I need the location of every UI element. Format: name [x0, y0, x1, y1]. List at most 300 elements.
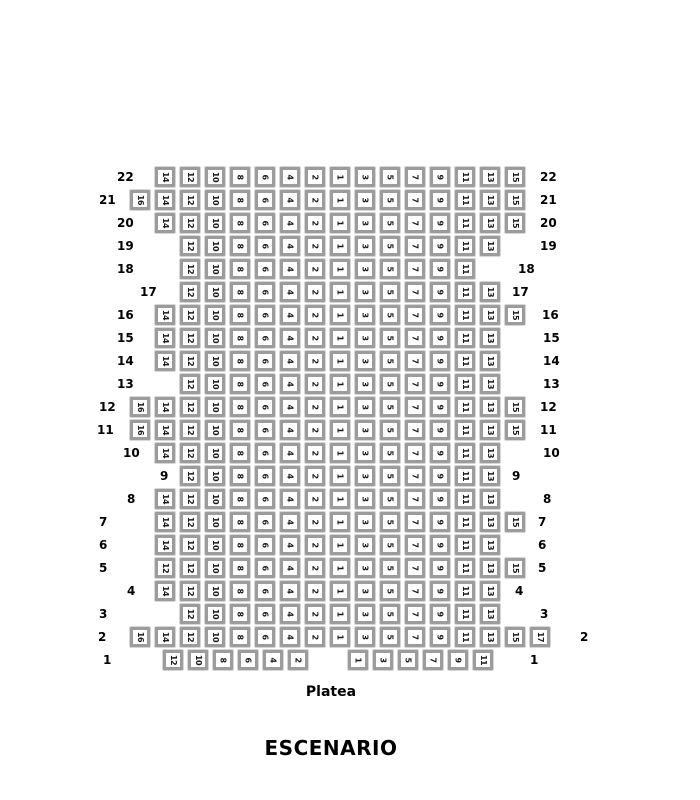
seat-row8-7[interactable]: [405, 489, 425, 509]
seat-row21-2[interactable]: [305, 190, 325, 210]
seat-row20-3[interactable]: [355, 213, 375, 233]
seat-row2-13[interactable]: [480, 627, 500, 647]
seat-row2-15[interactable]: [505, 627, 525, 647]
seat-row20-1[interactable]: [330, 213, 350, 233]
seat-row20-4[interactable]: [280, 213, 300, 233]
seat-row10-8[interactable]: [230, 443, 250, 463]
seat-row2-11[interactable]: [455, 627, 475, 647]
seat-row18-7[interactable]: [405, 259, 425, 279]
seat-row10-9[interactable]: [430, 443, 450, 463]
seat-row1-12[interactable]: [163, 650, 183, 670]
seat-row18-9[interactable]: [430, 259, 450, 279]
seat-row12-5[interactable]: [380, 397, 400, 417]
seat-row20-11[interactable]: [455, 213, 475, 233]
seat-row3-13[interactable]: [480, 604, 500, 624]
seat-row2-2[interactable]: [305, 627, 325, 647]
seat-row18-4[interactable]: [280, 259, 300, 279]
seat-row5-4[interactable]: [280, 558, 300, 578]
seat-row21-14[interactable]: [155, 190, 175, 210]
seat-row13-4[interactable]: [280, 374, 300, 394]
seat-row11-1[interactable]: [330, 420, 350, 440]
seat-row11-3[interactable]: [355, 420, 375, 440]
seat-row12-16[interactable]: [130, 397, 150, 417]
seat-row19-11[interactable]: [455, 236, 475, 256]
seat-row4-6[interactable]: [255, 581, 275, 601]
seat-row15-12[interactable]: [180, 328, 200, 348]
seat-row22-11[interactable]: [455, 167, 475, 187]
seat-row9-2[interactable]: [305, 466, 325, 486]
seat-row10-6[interactable]: [255, 443, 275, 463]
seat-row11-9[interactable]: [430, 420, 450, 440]
seat-row12-1[interactable]: [330, 397, 350, 417]
seat-row5-13[interactable]: [480, 558, 500, 578]
seat-row4-1[interactable]: [330, 581, 350, 601]
seat-row4-10[interactable]: [205, 581, 225, 601]
seat-row1-4[interactable]: [263, 650, 283, 670]
seat-row15-10[interactable]: [205, 328, 225, 348]
seat-row21-12[interactable]: [180, 190, 200, 210]
seat-row13-13[interactable]: [480, 374, 500, 394]
seat-row2-14[interactable]: [155, 627, 175, 647]
seat-row14-5[interactable]: [380, 351, 400, 371]
seat-row16-11[interactable]: [455, 305, 475, 325]
seat-row20-2[interactable]: [305, 213, 325, 233]
seat-row3-8[interactable]: [230, 604, 250, 624]
seat-row3-2[interactable]: [305, 604, 325, 624]
seat-row2-9[interactable]: [430, 627, 450, 647]
seat-row21-8[interactable]: [230, 190, 250, 210]
seat-row10-5[interactable]: [380, 443, 400, 463]
seat-row6-8[interactable]: [230, 535, 250, 555]
seat-row6-9[interactable]: [430, 535, 450, 555]
seat-row1-10[interactable]: [188, 650, 208, 670]
seat-row9-7[interactable]: [405, 466, 425, 486]
seat-row18-8[interactable]: [230, 259, 250, 279]
seat-row21-9[interactable]: [430, 190, 450, 210]
seat-row3-6[interactable]: [255, 604, 275, 624]
seat-row4-5[interactable]: [380, 581, 400, 601]
seat-row14-9[interactable]: [430, 351, 450, 371]
seat-row16-5[interactable]: [380, 305, 400, 325]
seat-row5-9[interactable]: [430, 558, 450, 578]
seat-row6-11[interactable]: [455, 535, 475, 555]
seat-row2-4[interactable]: [280, 627, 300, 647]
seat-row9-4[interactable]: [280, 466, 300, 486]
seat-row8-13[interactable]: [480, 489, 500, 509]
seat-row18-10[interactable]: [205, 259, 225, 279]
seat-row7-12[interactable]: [180, 512, 200, 532]
seat-row10-14[interactable]: [155, 443, 175, 463]
seat-row13-10[interactable]: [205, 374, 225, 394]
seat-row16-3[interactable]: [355, 305, 375, 325]
seat-row7-8[interactable]: [230, 512, 250, 532]
seat-row8-14[interactable]: [155, 489, 175, 509]
seat-row20-7[interactable]: [405, 213, 425, 233]
seat-row21-15[interactable]: [505, 190, 525, 210]
seat-row14-7[interactable]: [405, 351, 425, 371]
seat-row3-4[interactable]: [280, 604, 300, 624]
seat-row1-2[interactable]: [288, 650, 308, 670]
seat-row8-8[interactable]: [230, 489, 250, 509]
seat-row11-13[interactable]: [480, 420, 500, 440]
seat-row9-1[interactable]: [330, 466, 350, 486]
seat-row9-10[interactable]: [205, 466, 225, 486]
seat-row19-13[interactable]: [480, 236, 500, 256]
seat-row7-9[interactable]: [430, 512, 450, 532]
seat-row21-13[interactable]: [480, 190, 500, 210]
seat-row4-2[interactable]: [305, 581, 325, 601]
seat-row7-1[interactable]: [330, 512, 350, 532]
seat-row3-9[interactable]: [430, 604, 450, 624]
seat-row20-8[interactable]: [230, 213, 250, 233]
seat-row4-14[interactable]: [155, 581, 175, 601]
seat-row19-7[interactable]: [405, 236, 425, 256]
seat-row5-5[interactable]: [380, 558, 400, 578]
seat-row19-1[interactable]: [330, 236, 350, 256]
seat-row7-14[interactable]: [155, 512, 175, 532]
seat-row6-6[interactable]: [255, 535, 275, 555]
seat-row5-11[interactable]: [455, 558, 475, 578]
seat-row3-10[interactable]: [205, 604, 225, 624]
seat-row12-7[interactable]: [405, 397, 425, 417]
seat-row7-3[interactable]: [355, 512, 375, 532]
seat-row20-6[interactable]: [255, 213, 275, 233]
seat-row16-6[interactable]: [255, 305, 275, 325]
seat-row21-11[interactable]: [455, 190, 475, 210]
seat-row19-2[interactable]: [305, 236, 325, 256]
seat-row5-15[interactable]: [505, 558, 525, 578]
seat-row10-4[interactable]: [280, 443, 300, 463]
seat-row10-1[interactable]: [330, 443, 350, 463]
seat-row18-5[interactable]: [380, 259, 400, 279]
seat-row15-9[interactable]: [430, 328, 450, 348]
seat-row19-9[interactable]: [430, 236, 450, 256]
seat-row12-6[interactable]: [255, 397, 275, 417]
seat-row6-14[interactable]: [155, 535, 175, 555]
seat-row21-5[interactable]: [380, 190, 400, 210]
seat-row8-11[interactable]: [455, 489, 475, 509]
seat-row2-17[interactable]: [530, 627, 550, 647]
seat-row12-15[interactable]: [505, 397, 525, 417]
seat-row2-12[interactable]: [180, 627, 200, 647]
seat-row17-4[interactable]: [280, 282, 300, 302]
seat-row4-13[interactable]: [480, 581, 500, 601]
seat-row11-8[interactable]: [230, 420, 250, 440]
seat-row18-6[interactable]: [255, 259, 275, 279]
seat-row8-6[interactable]: [255, 489, 275, 509]
seat-row5-12[interactable]: [155, 558, 175, 578]
seat-row18-12[interactable]: [180, 259, 200, 279]
seat-row19-3[interactable]: [355, 236, 375, 256]
seat-row20-15[interactable]: [505, 213, 525, 233]
seat-row10-12[interactable]: [180, 443, 200, 463]
seat-row17-8[interactable]: [230, 282, 250, 302]
seat-row15-1[interactable]: [330, 328, 350, 348]
seat-row14-4[interactable]: [280, 351, 300, 371]
seat-row16-9[interactable]: [430, 305, 450, 325]
seat-row16-13[interactable]: [480, 305, 500, 325]
seat-row15-4[interactable]: [280, 328, 300, 348]
seat-row21-16[interactable]: [130, 190, 150, 210]
seat-row16-10[interactable]: [205, 305, 225, 325]
seat-row11-11[interactable]: [455, 420, 475, 440]
seat-row17-12[interactable]: [180, 282, 200, 302]
seat-row8-12[interactable]: [180, 489, 200, 509]
seat-row11-14[interactable]: [155, 420, 175, 440]
seat-row5-8[interactable]: [230, 558, 250, 578]
seat-row16-7[interactable]: [405, 305, 425, 325]
seat-row7-13[interactable]: [480, 512, 500, 532]
seat-row16-15[interactable]: [505, 305, 525, 325]
seat-row11-4[interactable]: [280, 420, 300, 440]
seat-row10-13[interactable]: [480, 443, 500, 463]
seat-row14-2[interactable]: [305, 351, 325, 371]
seat-row8-2[interactable]: [305, 489, 325, 509]
seat-row12-13[interactable]: [480, 397, 500, 417]
seat-row20-14[interactable]: [155, 213, 175, 233]
seat-row15-2[interactable]: [305, 328, 325, 348]
seat-row7-10[interactable]: [205, 512, 225, 532]
seat-row2-6[interactable]: [255, 627, 275, 647]
seat-row21-6[interactable]: [255, 190, 275, 210]
seat-row9-8[interactable]: [230, 466, 250, 486]
seat-row22-15[interactable]: [505, 167, 525, 187]
seat-row7-6[interactable]: [255, 512, 275, 532]
seat-row14-14[interactable]: [155, 351, 175, 371]
seat-row22-3[interactable]: [355, 167, 375, 187]
seat-row15-6[interactable]: [255, 328, 275, 348]
seat-row17-9[interactable]: [430, 282, 450, 302]
seat-row18-3[interactable]: [355, 259, 375, 279]
seat-row12-10[interactable]: [205, 397, 225, 417]
seat-row2-10[interactable]: [205, 627, 225, 647]
seat-row7-7[interactable]: [405, 512, 425, 532]
seat-row16-14[interactable]: [155, 305, 175, 325]
seat-row19-5[interactable]: [380, 236, 400, 256]
seat-row3-7[interactable]: [405, 604, 425, 624]
seat-row22-6[interactable]: [255, 167, 275, 187]
seat-row6-12[interactable]: [180, 535, 200, 555]
seat-row13-5[interactable]: [380, 374, 400, 394]
seat-row13-11[interactable]: [455, 374, 475, 394]
seat-row9-12[interactable]: [180, 466, 200, 486]
seat-row17-11[interactable]: [455, 282, 475, 302]
seat-row22-2[interactable]: [305, 167, 325, 187]
seat-row1-7[interactable]: [423, 650, 443, 670]
seat-row13-9[interactable]: [430, 374, 450, 394]
seat-row7-5[interactable]: [380, 512, 400, 532]
seat-row17-2[interactable]: [305, 282, 325, 302]
seat-row4-4[interactable]: [280, 581, 300, 601]
seat-row6-7[interactable]: [405, 535, 425, 555]
seat-row12-11[interactable]: [455, 397, 475, 417]
seat-row13-3[interactable]: [355, 374, 375, 394]
seat-row14-1[interactable]: [330, 351, 350, 371]
seat-row21-4[interactable]: [280, 190, 300, 210]
seat-row13-1[interactable]: [330, 374, 350, 394]
seat-row5-6[interactable]: [255, 558, 275, 578]
seat-row1-8[interactable]: [213, 650, 233, 670]
seat-row11-12[interactable]: [180, 420, 200, 440]
seat-row9-9[interactable]: [430, 466, 450, 486]
seat-row17-13[interactable]: [480, 282, 500, 302]
seat-row22-7[interactable]: [405, 167, 425, 187]
seat-row9-3[interactable]: [355, 466, 375, 486]
seat-row18-2[interactable]: [305, 259, 325, 279]
seat-row11-7[interactable]: [405, 420, 425, 440]
seat-row14-3[interactable]: [355, 351, 375, 371]
seat-row12-9[interactable]: [430, 397, 450, 417]
seat-row15-8[interactable]: [230, 328, 250, 348]
seat-row17-3[interactable]: [355, 282, 375, 302]
seat-row11-5[interactable]: [380, 420, 400, 440]
seat-row21-1[interactable]: [330, 190, 350, 210]
seat-row20-9[interactable]: [430, 213, 450, 233]
seat-row4-9[interactable]: [430, 581, 450, 601]
seat-row16-1[interactable]: [330, 305, 350, 325]
seat-row17-10[interactable]: [205, 282, 225, 302]
seat-row5-12[interactable]: [180, 558, 200, 578]
seat-row8-5[interactable]: [380, 489, 400, 509]
seat-row22-8[interactable]: [230, 167, 250, 187]
seat-row8-4[interactable]: [280, 489, 300, 509]
seat-row18-11[interactable]: [455, 259, 475, 279]
seat-row2-8[interactable]: [230, 627, 250, 647]
seat-row1-5[interactable]: [398, 650, 418, 670]
seat-row7-15[interactable]: [505, 512, 525, 532]
seat-row11-15[interactable]: [505, 420, 525, 440]
seat-row10-2[interactable]: [305, 443, 325, 463]
seat-row10-11[interactable]: [455, 443, 475, 463]
seat-row4-11[interactable]: [455, 581, 475, 601]
seat-row3-3[interactable]: [355, 604, 375, 624]
seat-row8-10[interactable]: [205, 489, 225, 509]
seat-row20-13[interactable]: [480, 213, 500, 233]
seat-row16-12[interactable]: [180, 305, 200, 325]
seat-row14-10[interactable]: [205, 351, 225, 371]
seat-row1-11[interactable]: [473, 650, 493, 670]
seat-row10-10[interactable]: [205, 443, 225, 463]
seat-row5-2[interactable]: [305, 558, 325, 578]
seat-row19-12[interactable]: [180, 236, 200, 256]
seat-row19-6[interactable]: [255, 236, 275, 256]
seat-row11-6[interactable]: [255, 420, 275, 440]
seat-row11-16[interactable]: [130, 420, 150, 440]
seat-row11-10[interactable]: [205, 420, 225, 440]
seat-row3-12[interactable]: [180, 604, 200, 624]
seat-row6-13[interactable]: [480, 535, 500, 555]
seat-row1-9[interactable]: [448, 650, 468, 670]
seat-row15-14[interactable]: [155, 328, 175, 348]
seat-row9-5[interactable]: [380, 466, 400, 486]
seat-row22-5[interactable]: [380, 167, 400, 187]
seat-row22-4[interactable]: [280, 167, 300, 187]
seat-row16-4[interactable]: [280, 305, 300, 325]
seat-row12-2[interactable]: [305, 397, 325, 417]
seat-row19-8[interactable]: [230, 236, 250, 256]
seat-row8-1[interactable]: [330, 489, 350, 509]
seat-row8-9[interactable]: [430, 489, 450, 509]
seat-row16-8[interactable]: [230, 305, 250, 325]
seat-row9-13[interactable]: [480, 466, 500, 486]
seat-row7-2[interactable]: [305, 512, 325, 532]
seat-row14-6[interactable]: [255, 351, 275, 371]
seat-row4-7[interactable]: [405, 581, 425, 601]
seat-row17-5[interactable]: [380, 282, 400, 302]
seat-row6-10[interactable]: [205, 535, 225, 555]
seat-row9-11[interactable]: [455, 466, 475, 486]
seat-row13-2[interactable]: [305, 374, 325, 394]
seat-row4-12[interactable]: [180, 581, 200, 601]
seat-row12-3[interactable]: [355, 397, 375, 417]
seat-row18-1[interactable]: [330, 259, 350, 279]
seat-row12-12[interactable]: [180, 397, 200, 417]
seat-row12-14[interactable]: [155, 397, 175, 417]
seat-row20-5[interactable]: [380, 213, 400, 233]
seat-row9-6[interactable]: [255, 466, 275, 486]
seat-row6-5[interactable]: [380, 535, 400, 555]
seat-row1-6[interactable]: [238, 650, 258, 670]
seat-row20-10[interactable]: [205, 213, 225, 233]
seat-row21-10[interactable]: [205, 190, 225, 210]
seat-row13-7[interactable]: [405, 374, 425, 394]
seat-row13-8[interactable]: [230, 374, 250, 394]
seat-row22-13[interactable]: [480, 167, 500, 187]
seat-row2-7[interactable]: [405, 627, 425, 647]
seat-row1-3[interactable]: [373, 650, 393, 670]
seat-row4-8[interactable]: [230, 581, 250, 601]
seat-row22-10[interactable]: [205, 167, 225, 187]
seat-row21-3[interactable]: [355, 190, 375, 210]
seat-row17-1[interactable]: [330, 282, 350, 302]
seat-row2-5[interactable]: [380, 627, 400, 647]
seat-row5-7[interactable]: [405, 558, 425, 578]
seat-row2-16[interactable]: [130, 627, 150, 647]
seat-row6-1[interactable]: [330, 535, 350, 555]
seat-row3-5[interactable]: [380, 604, 400, 624]
seat-row4-3[interactable]: [355, 581, 375, 601]
seat-row21-7[interactable]: [405, 190, 425, 210]
seat-row22-12[interactable]: [180, 167, 200, 187]
seat-row10-3[interactable]: [355, 443, 375, 463]
seat-row5-3[interactable]: [355, 558, 375, 578]
seat-row16-2[interactable]: [305, 305, 325, 325]
seat-row14-8[interactable]: [230, 351, 250, 371]
seat-row6-2[interactable]: [305, 535, 325, 555]
seat-row15-7[interactable]: [405, 328, 425, 348]
seat-row2-1[interactable]: [330, 627, 350, 647]
seat-row7-4[interactable]: [280, 512, 300, 532]
seat-row11-2[interactable]: [305, 420, 325, 440]
seat-row15-13[interactable]: [480, 328, 500, 348]
seat-row1-1[interactable]: [348, 650, 368, 670]
seat-row5-10[interactable]: [205, 558, 225, 578]
seat-row8-3[interactable]: [355, 489, 375, 509]
seat-row10-7[interactable]: [405, 443, 425, 463]
seat-row20-12[interactable]: [180, 213, 200, 233]
seat-row7-11[interactable]: [455, 512, 475, 532]
seat-row13-12[interactable]: [180, 374, 200, 394]
seat-row22-9[interactable]: [430, 167, 450, 187]
seat-row17-6[interactable]: [255, 282, 275, 302]
seat-row17-7[interactable]: [405, 282, 425, 302]
seat-row22-14[interactable]: [155, 167, 175, 187]
seat-row13-6[interactable]: [255, 374, 275, 394]
seat-row19-4[interactable]: [280, 236, 300, 256]
seat-row22-1[interactable]: [330, 167, 350, 187]
seat-row14-13[interactable]: [480, 351, 500, 371]
seat-row6-4[interactable]: [280, 535, 300, 555]
